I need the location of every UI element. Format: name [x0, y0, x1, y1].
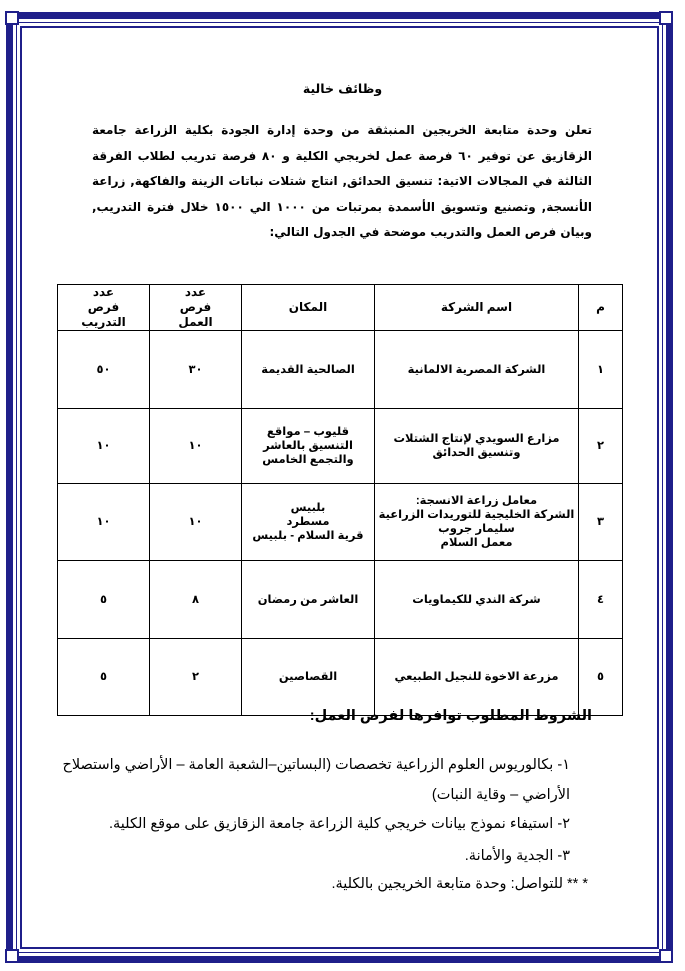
- corner-ornament: [659, 11, 673, 25]
- page-title: وظائف خالية: [302, 81, 383, 96]
- cell-training: ٥: [58, 561, 150, 639]
- cell-num: ٤: [579, 561, 623, 639]
- intro-paragraph: تعلن وحدة متابعة الخريجين المنبثقة من وحدة إدارة الجودة بكلية الزراعة جامعة الزقازيق عن توفير ٦٠ فرصة عمل لخريجي الكلية و ٨٠ فرصة تدريب لطلاب الفرقة الثالثة في المجالات الاتية: تنسيق الحدائق, انتاج شتلات نباتات الزينة والفاكهة, زراعة الأنسجة, وتصنيع وتسويق الأسمدة بمرتبات من ١٠٠٠ الي ١٥٠٠ خلال فترة التدريب, وبيان فرص العمل والتدريب موضحة في الجدول التالي:: [92, 123, 593, 239]
- cell-num: ٥: [579, 639, 623, 716]
- cell-place: قليوب – مواقع التنسيق بالعاشر والتجمع الخامس: [242, 409, 375, 484]
- cell-place: الصالحية القديمة: [242, 331, 375, 409]
- cell-training: ١٠: [58, 409, 150, 484]
- corner-ornament: [5, 949, 19, 963]
- contact-note: * ** للتواصل: وحدة متابعة الخريجين بالكلية.: [331, 876, 588, 892]
- corner-ornament: [659, 949, 673, 963]
- table-header-row: [58, 285, 623, 331]
- cell-company: مزارع السويدي لإنتاج الشتلات وتنسيق الحدائق: [375, 409, 579, 484]
- table-row: [58, 409, 623, 484]
- cell-training: ٥٠: [58, 331, 150, 409]
- cell-place: القصاصين: [242, 639, 375, 716]
- cell-place: بلبيس مسطرد قرية السلام - بلبيس: [242, 484, 375, 561]
- cell-num: ٢: [579, 409, 623, 484]
- cell-jobs: ١٠: [150, 484, 242, 561]
- cell-training: ٥: [58, 639, 150, 716]
- table-row: [58, 639, 623, 716]
- cell-num: ٣: [579, 484, 623, 561]
- table-row: [58, 561, 623, 639]
- cell-company: شركة الندي للكيماويات: [375, 561, 579, 639]
- header-training: عدد فرص التدريب: [58, 285, 150, 331]
- header-num: م: [579, 285, 623, 331]
- cell-company: مزرعة الاخوة للنجيل الطبيعي: [375, 639, 579, 716]
- condition-item: ٢- استيفاء نموذج بيانات خريجي كلية الزراعة جامعة الزقازيق على موقع الكلية.: [108, 816, 570, 832]
- cell-jobs: ٢: [150, 639, 242, 716]
- header-jobs: عدد فرص العمل: [150, 285, 242, 331]
- cell-jobs: ١٠: [150, 409, 242, 484]
- cell-company: معامل زراعة الانسجة: الشركة الخليجية للتوريدات الزراعية سليمار جروب معمل السلام: [375, 484, 579, 561]
- cell-place: العاشر من رمضان: [242, 561, 375, 639]
- header-place: المكان: [242, 285, 375, 331]
- cell-num: ١: [579, 331, 623, 409]
- header-company: اسم الشركة: [375, 285, 579, 331]
- corner-ornament: [5, 11, 19, 25]
- table-row: [58, 484, 623, 561]
- cell-training: ١٠: [58, 484, 150, 561]
- cell-jobs: ٨: [150, 561, 242, 639]
- cell-jobs: ٣٠: [150, 331, 242, 409]
- condition-item: ٣- الجدية والأمانة.: [464, 848, 570, 864]
- table-row: [58, 331, 623, 409]
- condition-item: ١- بكالوريوس العلوم الزراعية تخصصات (البساتين–الشعبة العامة – الأراضي واستصلاح الأراضي – وقاية النبات): [62, 757, 570, 803]
- jobs-table: [57, 284, 623, 716]
- conditions-title: الشروط المطلوب توافرها لفرص العمل:: [309, 708, 592, 724]
- cell-company: الشركة المصرية الالمانية: [375, 331, 579, 409]
